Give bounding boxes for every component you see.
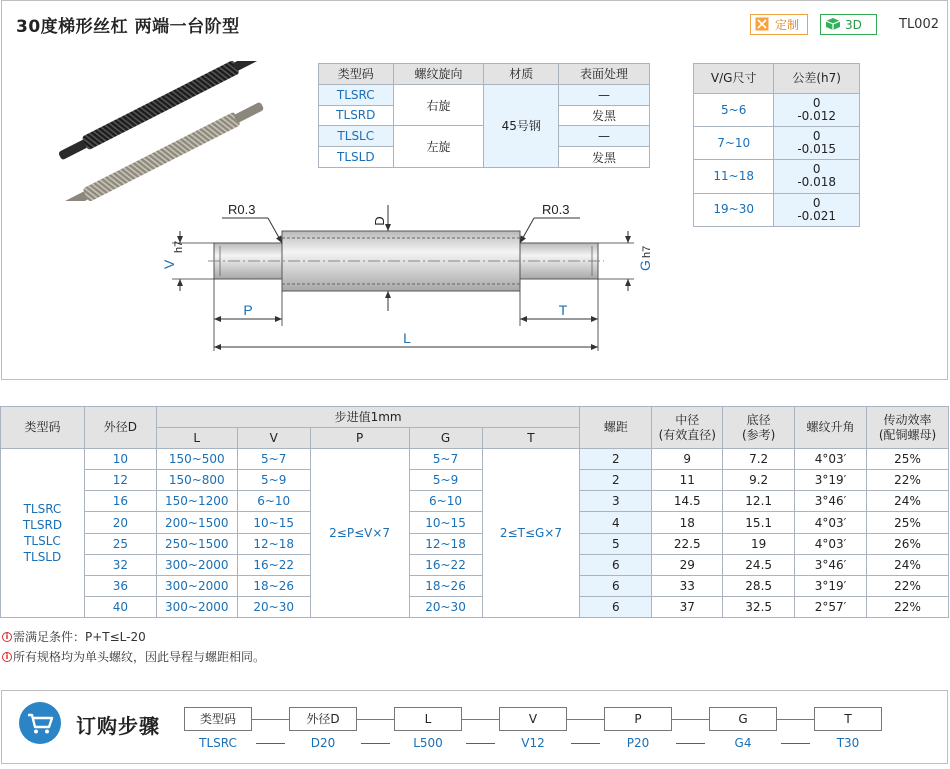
v-label: V: [161, 259, 177, 269]
efficiency-cell: 25%: [867, 449, 949, 470]
value-connector: [571, 743, 600, 744]
v-range-cell: 6~10: [237, 491, 310, 512]
value-connector: [676, 743, 705, 744]
spec-table: [318, 63, 650, 168]
efficiency-cell: 24%: [867, 554, 949, 575]
order-step-box: L: [394, 707, 462, 731]
col-header-step: 步进值1mm: [156, 407, 580, 428]
order-step-box: P: [604, 707, 672, 731]
efficiency-cell: 26%: [867, 533, 949, 554]
mid-dia-cell: 33: [652, 575, 723, 596]
mid-dia-cell: 11: [652, 470, 723, 491]
order-steps-panel: [1, 690, 948, 764]
mid-dia-cell: 9: [652, 449, 723, 470]
order-title: 订购步骤: [76, 714, 160, 738]
col-header-v: V: [237, 428, 310, 449]
product-photo: [40, 61, 280, 201]
efficiency-line2: (配铜螺母): [878, 427, 937, 442]
d-label: D: [372, 216, 387, 226]
step-connector: [252, 719, 289, 720]
col-header-outer-d: 外径D: [84, 407, 156, 449]
table-row: [1, 470, 949, 491]
order-step-value: TLSRC: [199, 736, 237, 750]
t-label: T: [558, 302, 568, 318]
l-range-cell: 250~1500: [156, 533, 237, 554]
info-icon: i: [2, 652, 12, 662]
dimension-table: [0, 406, 949, 618]
type-code-cell: TLSRD: [319, 105, 394, 126]
lead-angle-cell: 3°46′: [795, 491, 867, 512]
type-code-cell: TLSRC: [319, 84, 394, 105]
cube-icon: [825, 17, 841, 31]
tolerance-table: [693, 63, 860, 227]
g-range-cell: 16~22: [409, 554, 482, 575]
col-header-root-dia: [723, 407, 795, 449]
lead-angle-cell: 3°19′: [795, 575, 867, 596]
order-step-box: 类型码: [184, 707, 252, 731]
step-connector: [357, 719, 394, 720]
order-step-box: V: [499, 707, 567, 731]
size-cell: 19~30: [694, 193, 774, 226]
col-header-type-code: 类型码: [1, 407, 85, 449]
efficiency-cell: 22%: [867, 596, 949, 617]
outer-d-cell: 12: [84, 470, 156, 491]
pitch-cell: 2: [580, 449, 652, 470]
outer-d-cell: 36: [84, 575, 156, 596]
type-code-cell: [1, 449, 85, 618]
mid-dia-line2: (有效直径): [658, 427, 716, 442]
order-step-value: D20: [310, 736, 336, 750]
order-step-value: G4: [734, 736, 752, 750]
l-range-cell: 150~1200: [156, 491, 237, 512]
efficiency-line1: 传动效率: [883, 412, 932, 427]
r-right-label: R0.3: [542, 202, 570, 217]
v-range-cell: 18~26: [237, 575, 310, 596]
lead-angle-cell: 4°03′: [795, 512, 867, 533]
value-connector: [361, 743, 390, 744]
tolerance-cell: [774, 127, 860, 160]
thread-direction-cell: 左旋: [393, 126, 484, 168]
outer-d-cell: 32: [84, 554, 156, 575]
tol-lower: -0.012: [797, 109, 837, 124]
table-row: [1, 512, 949, 533]
tolerance-cell: [774, 94, 860, 127]
surface-cell: —: [559, 126, 650, 147]
l-range-cell: 300~2000: [156, 596, 237, 617]
tolerance-header: 公差(h7): [774, 64, 860, 94]
table-row: [1, 533, 949, 554]
order-step-value: T30: [836, 736, 860, 750]
v-range-cell: 16~22: [237, 554, 310, 575]
step-connector: [462, 719, 499, 720]
3d-badge-label: 3D: [845, 17, 862, 32]
surface-cell: —: [559, 84, 650, 105]
t-rule-cell: 2≤T≤G×7: [482, 449, 580, 618]
r-left-label: R0.3: [228, 202, 256, 217]
type-code: TLSRD: [22, 518, 63, 533]
l-range-cell: 300~2000: [156, 554, 237, 575]
table-row: [1, 575, 949, 596]
l-range-cell: 150~800: [156, 470, 237, 491]
tol-lower: -0.021: [797, 208, 837, 223]
v-range-cell: 5~7: [237, 449, 310, 470]
material-cell: 45号钢: [484, 84, 559, 167]
spec-header: 表面处理: [559, 64, 650, 85]
p-rule-cell: 2≤P≤V×7: [310, 449, 409, 618]
page-title: 30度梯形丝杠 两端一台阶型: [16, 17, 240, 37]
note-condition: [2, 628, 146, 645]
spec-header: 材质: [484, 64, 559, 85]
dimension-table-body: [1, 449, 949, 618]
pitch-cell: 6: [580, 596, 652, 617]
root-dia-cell: 19: [723, 533, 795, 554]
g-range-cell: 5~9: [409, 470, 482, 491]
col-header-t: T: [482, 428, 580, 449]
cart-icon: [19, 702, 61, 744]
tol-upper: 0: [812, 129, 821, 144]
info-icon: i: [2, 632, 12, 642]
g-tol-label: h7: [641, 245, 653, 258]
v-range-cell: 10~15: [237, 512, 310, 533]
mid-dia-cell: 18: [652, 512, 723, 533]
g-label: G: [637, 260, 653, 271]
custom-icon: [755, 17, 769, 31]
size-cell: 11~18: [694, 160, 774, 193]
col-header-lead-angle: 螺纹升角: [795, 407, 867, 449]
step-connector: [777, 719, 814, 720]
outer-d-cell: 16: [84, 491, 156, 512]
col-header-mid-dia: [652, 407, 723, 449]
mid-dia-cell: 14.5: [652, 491, 723, 512]
outer-d-cell: 20: [84, 512, 156, 533]
order-step-box: G: [709, 707, 777, 731]
pitch-cell: 2: [580, 470, 652, 491]
table-row: [1, 449, 949, 470]
g-range-cell: 20~30: [409, 596, 482, 617]
outer-d-cell: 10: [84, 449, 156, 470]
root-dia-line1: 底径: [746, 412, 771, 427]
v-range-cell: 5~9: [237, 470, 310, 491]
tol-upper: 0: [812, 162, 821, 177]
outer-d-cell: 25: [84, 533, 156, 554]
l-range-cell: 300~2000: [156, 575, 237, 596]
col-header-g: G: [409, 428, 482, 449]
order-step-value: V12: [521, 736, 545, 750]
type-code: TLSLD: [23, 550, 62, 565]
root-dia-line2: (参考): [741, 427, 776, 442]
root-dia-cell: 32.5: [723, 596, 795, 617]
pitch-cell: 3: [580, 491, 652, 512]
v-tol-label: h7: [173, 240, 185, 253]
root-dia-cell: 24.5: [723, 554, 795, 575]
g-range-cell: 5~7: [409, 449, 482, 470]
order-step-value: P20: [626, 736, 650, 750]
root-dia-cell: 28.5: [723, 575, 795, 596]
order-step-box: T: [814, 707, 882, 731]
g-range-cell: 18~26: [409, 575, 482, 596]
value-connector: [256, 743, 285, 744]
note-single-thread: [2, 648, 265, 665]
root-dia-cell: 9.2: [723, 470, 795, 491]
size-cell: 7~10: [694, 127, 774, 160]
surface-cell: 发黑: [559, 147, 650, 168]
order-step-box: 外径D: [289, 707, 357, 731]
table-row: [1, 596, 949, 617]
spec-header: 螺纹旋向: [393, 64, 484, 85]
tolerance-header: V/G尺寸: [694, 64, 774, 94]
tol-upper: 0: [812, 96, 821, 111]
mid-dia-cell: 29: [652, 554, 723, 575]
g-range-cell: 12~18: [409, 533, 482, 554]
col-header-p: P: [310, 428, 409, 449]
p-label: P: [243, 302, 253, 318]
pitch-cell: 6: [580, 575, 652, 596]
3d-badge[interactable]: [820, 14, 877, 35]
thread-direction-cell: 右旋: [393, 84, 484, 126]
l-range-cell: 150~500: [156, 449, 237, 470]
efficiency-cell: 22%: [867, 575, 949, 596]
root-dia-cell: 12.1: [723, 491, 795, 512]
table-row: [1, 491, 949, 512]
tolerance-cell: [774, 193, 860, 226]
pitch-cell: 5: [580, 533, 652, 554]
l-range-cell: 200~1500: [156, 512, 237, 533]
type-code: TLSRC: [23, 502, 62, 517]
product-header-panel: [1, 0, 948, 380]
tol-lower: -0.015: [797, 142, 837, 157]
root-dia-cell: 15.1: [723, 512, 795, 533]
mid-dia-cell: 22.5: [652, 533, 723, 554]
mid-dia-cell: 37: [652, 596, 723, 617]
v-range-cell: 12~18: [237, 533, 310, 554]
col-header-pitch: 螺距: [580, 407, 652, 449]
col-header-l: L: [156, 428, 237, 449]
tolerance-cell: [774, 160, 860, 193]
value-connector: [781, 743, 810, 744]
step-connector: [567, 719, 604, 720]
order-step-value: L500: [413, 736, 443, 750]
pitch-cell: 6: [580, 554, 652, 575]
custom-badge-label: 定制: [775, 18, 800, 32]
lead-angle-cell: 4°03′: [795, 533, 867, 554]
product-code: TL002: [899, 17, 939, 32]
outer-d-cell: 40: [84, 596, 156, 617]
efficiency-cell: 24%: [867, 491, 949, 512]
lead-angle-cell: 4°03′: [795, 449, 867, 470]
lead-angle-cell: 3°46′: [795, 554, 867, 575]
lead-angle-cell: 2°57′: [795, 596, 867, 617]
type-code-cell: TLSLC: [319, 126, 394, 147]
technical-drawing: [152, 191, 662, 361]
type-code: TLSLC: [24, 534, 61, 549]
surface-cell: 发黑: [559, 105, 650, 126]
v-range-cell: 20~30: [237, 596, 310, 617]
pitch-cell: 4: [580, 512, 652, 533]
l-label: L: [403, 330, 411, 346]
col-header-efficiency: [867, 407, 949, 449]
custom-badge[interactable]: [750, 14, 808, 35]
efficiency-cell: 25%: [867, 512, 949, 533]
tol-lower: -0.018: [797, 175, 837, 190]
note-text: 所有规格均为单头螺纹，因此导程与螺距相同。: [13, 650, 266, 664]
root-dia-cell: 7.2: [723, 449, 795, 470]
size-cell: 5~6: [694, 94, 774, 127]
value-connector: [466, 743, 495, 744]
lead-angle-cell: 3°19′: [795, 470, 867, 491]
type-code-cell: TLSLD: [319, 147, 394, 168]
table-row: [1, 554, 949, 575]
step-connector: [672, 719, 709, 720]
g-range-cell: 10~15: [409, 512, 482, 533]
note-text: 需满足条件：P+T≤L-20: [13, 630, 146, 644]
tol-upper: 0: [812, 195, 821, 210]
spec-header: 类型码: [319, 64, 394, 85]
g-range-cell: 6~10: [409, 491, 482, 512]
mid-dia-line1: 中径: [675, 412, 700, 427]
efficiency-cell: 22%: [867, 470, 949, 491]
